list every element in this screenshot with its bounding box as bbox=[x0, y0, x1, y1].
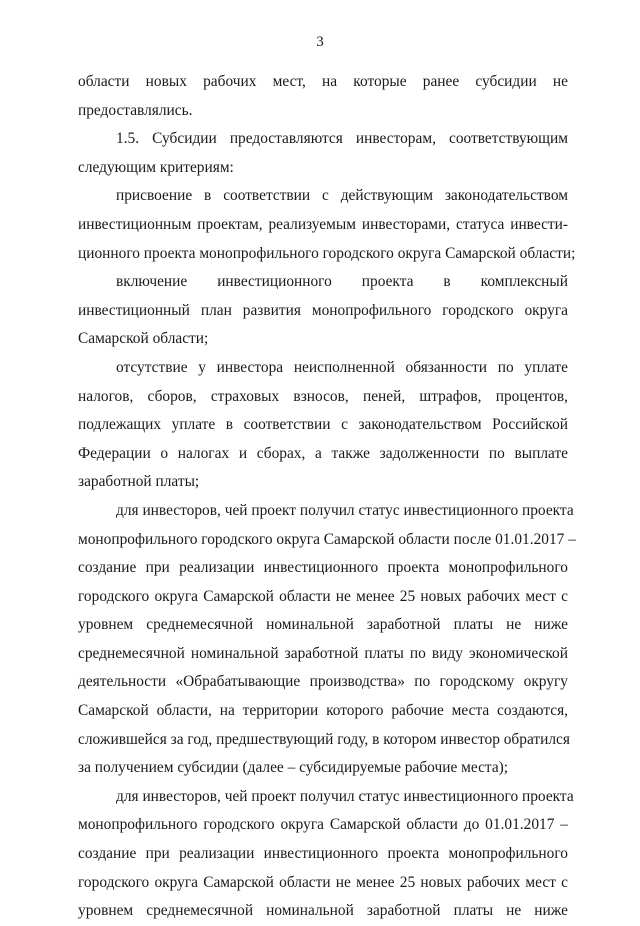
text-line: уровнем среднемесячной номинальной заработной платы не ниже bbox=[78, 616, 568, 634]
text-line: городского округа Самарской области не менее 25 новых рабочих мест с bbox=[78, 587, 568, 605]
text-line: деятельности «Обрабатывающие производства» по городскому округу bbox=[78, 673, 568, 691]
text-line: Федерации о налогах и сборах, а также задолженности по выплате bbox=[78, 444, 568, 462]
text-line: включение инвестиционного проекта в комплексный bbox=[116, 273, 568, 291]
text-line: предоставлялись. bbox=[78, 101, 193, 119]
text-line: для инвесторов, чей проект получил статус инвестиционного проекта bbox=[116, 501, 574, 519]
text-line: подлежащих уплате в соответствии с законодательством Российской bbox=[78, 416, 568, 434]
text-line: создание при реализации инвестиционного проекта монопрофильного bbox=[78, 845, 568, 863]
text-line: уровнем среднемесячной номинальной заработной платы не ниже bbox=[78, 902, 568, 920]
text-line: инвестиционный план развития монопрофильного городского округа bbox=[78, 301, 568, 319]
text-line: за получением субсидии (далее – субсидируемые рабочие места); bbox=[78, 759, 509, 777]
text-line: для инвесторов, чей проект получил статус инвестиционного проекта bbox=[116, 787, 574, 805]
text-line: городского округа Самарской области не менее 25 новых рабочих мест с bbox=[78, 873, 568, 891]
page-number: 3 bbox=[316, 34, 324, 50]
text-line: создание при реализации инвестиционного проекта монопрофильного bbox=[78, 559, 568, 577]
text-line: инвестиционным проектам, реализуемым инвесторами, статуса инвести- bbox=[78, 215, 568, 233]
text-line: 1.5. Субсидии предоставляются инвесторам, соответствующим bbox=[116, 130, 568, 148]
text-line: сложившейся за год, предшествующий году, в котором инвестор обратился bbox=[78, 730, 570, 748]
text-line: ционного проекта монопрофильного городского округа Самарской области; bbox=[78, 244, 576, 262]
text-line: присвоение в соответствии с действующим законодательством bbox=[116, 187, 568, 205]
text-line: монопрофильного городского округа Самарской области до 01.01.2017 – bbox=[78, 816, 568, 834]
body-text bbox=[78, 68, 576, 926]
text-line: Самарской области, на территории которого рабочие места создаются, bbox=[78, 702, 568, 720]
text-line: налогов, сборов, страховых взносов, пеней, штрафов, процентов, bbox=[78, 387, 568, 405]
text-line: области новых рабочих мест, на которые ранее субсидии не bbox=[78, 73, 568, 90]
text-line: среднемесячной номинальной заработной платы по виду экономической bbox=[78, 644, 568, 662]
text-line: отсутствие у инвестора неисполненной обязанности по уплате bbox=[116, 358, 568, 376]
text-line: монопрофильного городского округа Самарской области после 01.01.2017 – bbox=[78, 530, 576, 548]
text-line: заработной платы; bbox=[78, 473, 200, 491]
text-line: следующим критериям: bbox=[78, 158, 234, 176]
text-line: Самарской области; bbox=[78, 330, 209, 348]
